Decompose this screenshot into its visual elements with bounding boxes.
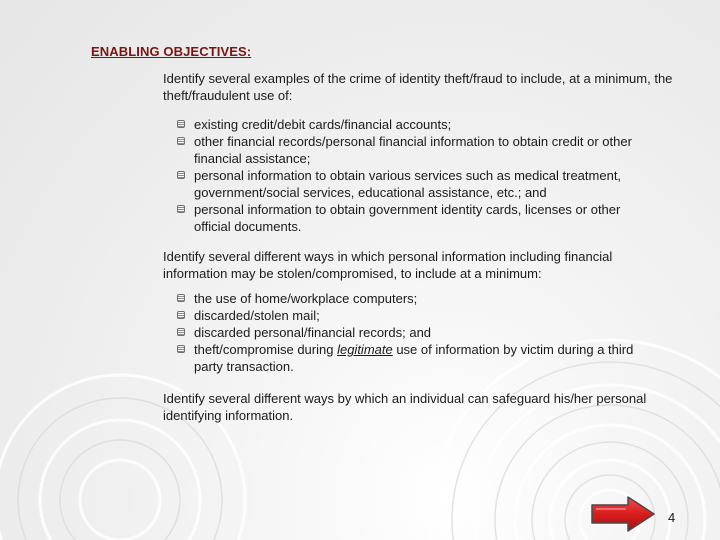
bullet-icon	[177, 345, 185, 353]
list-item-text-before: theft/compromise during	[194, 342, 338, 357]
list-item	[174, 290, 644, 307]
bullet-icon	[177, 205, 185, 213]
bullet-icon	[177, 120, 185, 128]
list-item-text: existing credit/debit cards/financial accounts;	[194, 117, 452, 132]
list-item-text: personal information to obtain various services such as medical treatment, government/social services, educational assistance, etc.; and	[194, 168, 622, 200]
objective-1-bullet-list	[174, 116, 644, 235]
list-item-text-after: use of information by victim during a third party transaction.	[194, 342, 634, 374]
list-item	[174, 341, 644, 375]
page-number: 4	[668, 510, 676, 525]
bullet-icon	[177, 311, 185, 319]
list-item	[174, 324, 644, 341]
red-arrow-right-icon	[590, 495, 656, 533]
list-item	[174, 167, 644, 201]
bullet-icon	[177, 294, 185, 302]
objective-3-intro: Identify several different ways by which an individual can safeguard his/her personal identifying information.	[163, 391, 647, 423]
list-item-text: the use of home/workplace computers;	[194, 291, 418, 306]
list-item	[174, 201, 644, 235]
objective-1-intro: Identify several examples of the crime of identity theft/fraud to include, at a minimum, the theft/fraudulent use of:	[163, 71, 673, 103]
bullet-icon	[177, 328, 185, 336]
bullet-icon	[177, 137, 185, 145]
next-slide-button[interactable]	[590, 495, 656, 533]
page-heading: ENABLING OBJECTIVES:	[91, 44, 252, 59]
list-item-text: personal information to obtain government identity cards, licenses or other official documents.	[194, 202, 621, 234]
bullet-icon	[177, 171, 185, 179]
list-item	[174, 307, 644, 324]
list-item-text: other financial records/personal financial information to obtain credit or other financial assistance;	[194, 134, 632, 166]
emphasis-text: legitimate	[337, 342, 393, 357]
list-item	[174, 116, 644, 133]
list-item-text: discarded personal/financial records; and	[194, 325, 432, 340]
list-item	[174, 133, 644, 167]
list-item-text: discarded/stolen mail;	[194, 308, 320, 323]
objective-2-bullet-list	[174, 290, 644, 375]
objective-2-intro: Identify several different ways in which personal information including financial information may be stolen/compromised, to include at a minimum:	[163, 249, 613, 281]
